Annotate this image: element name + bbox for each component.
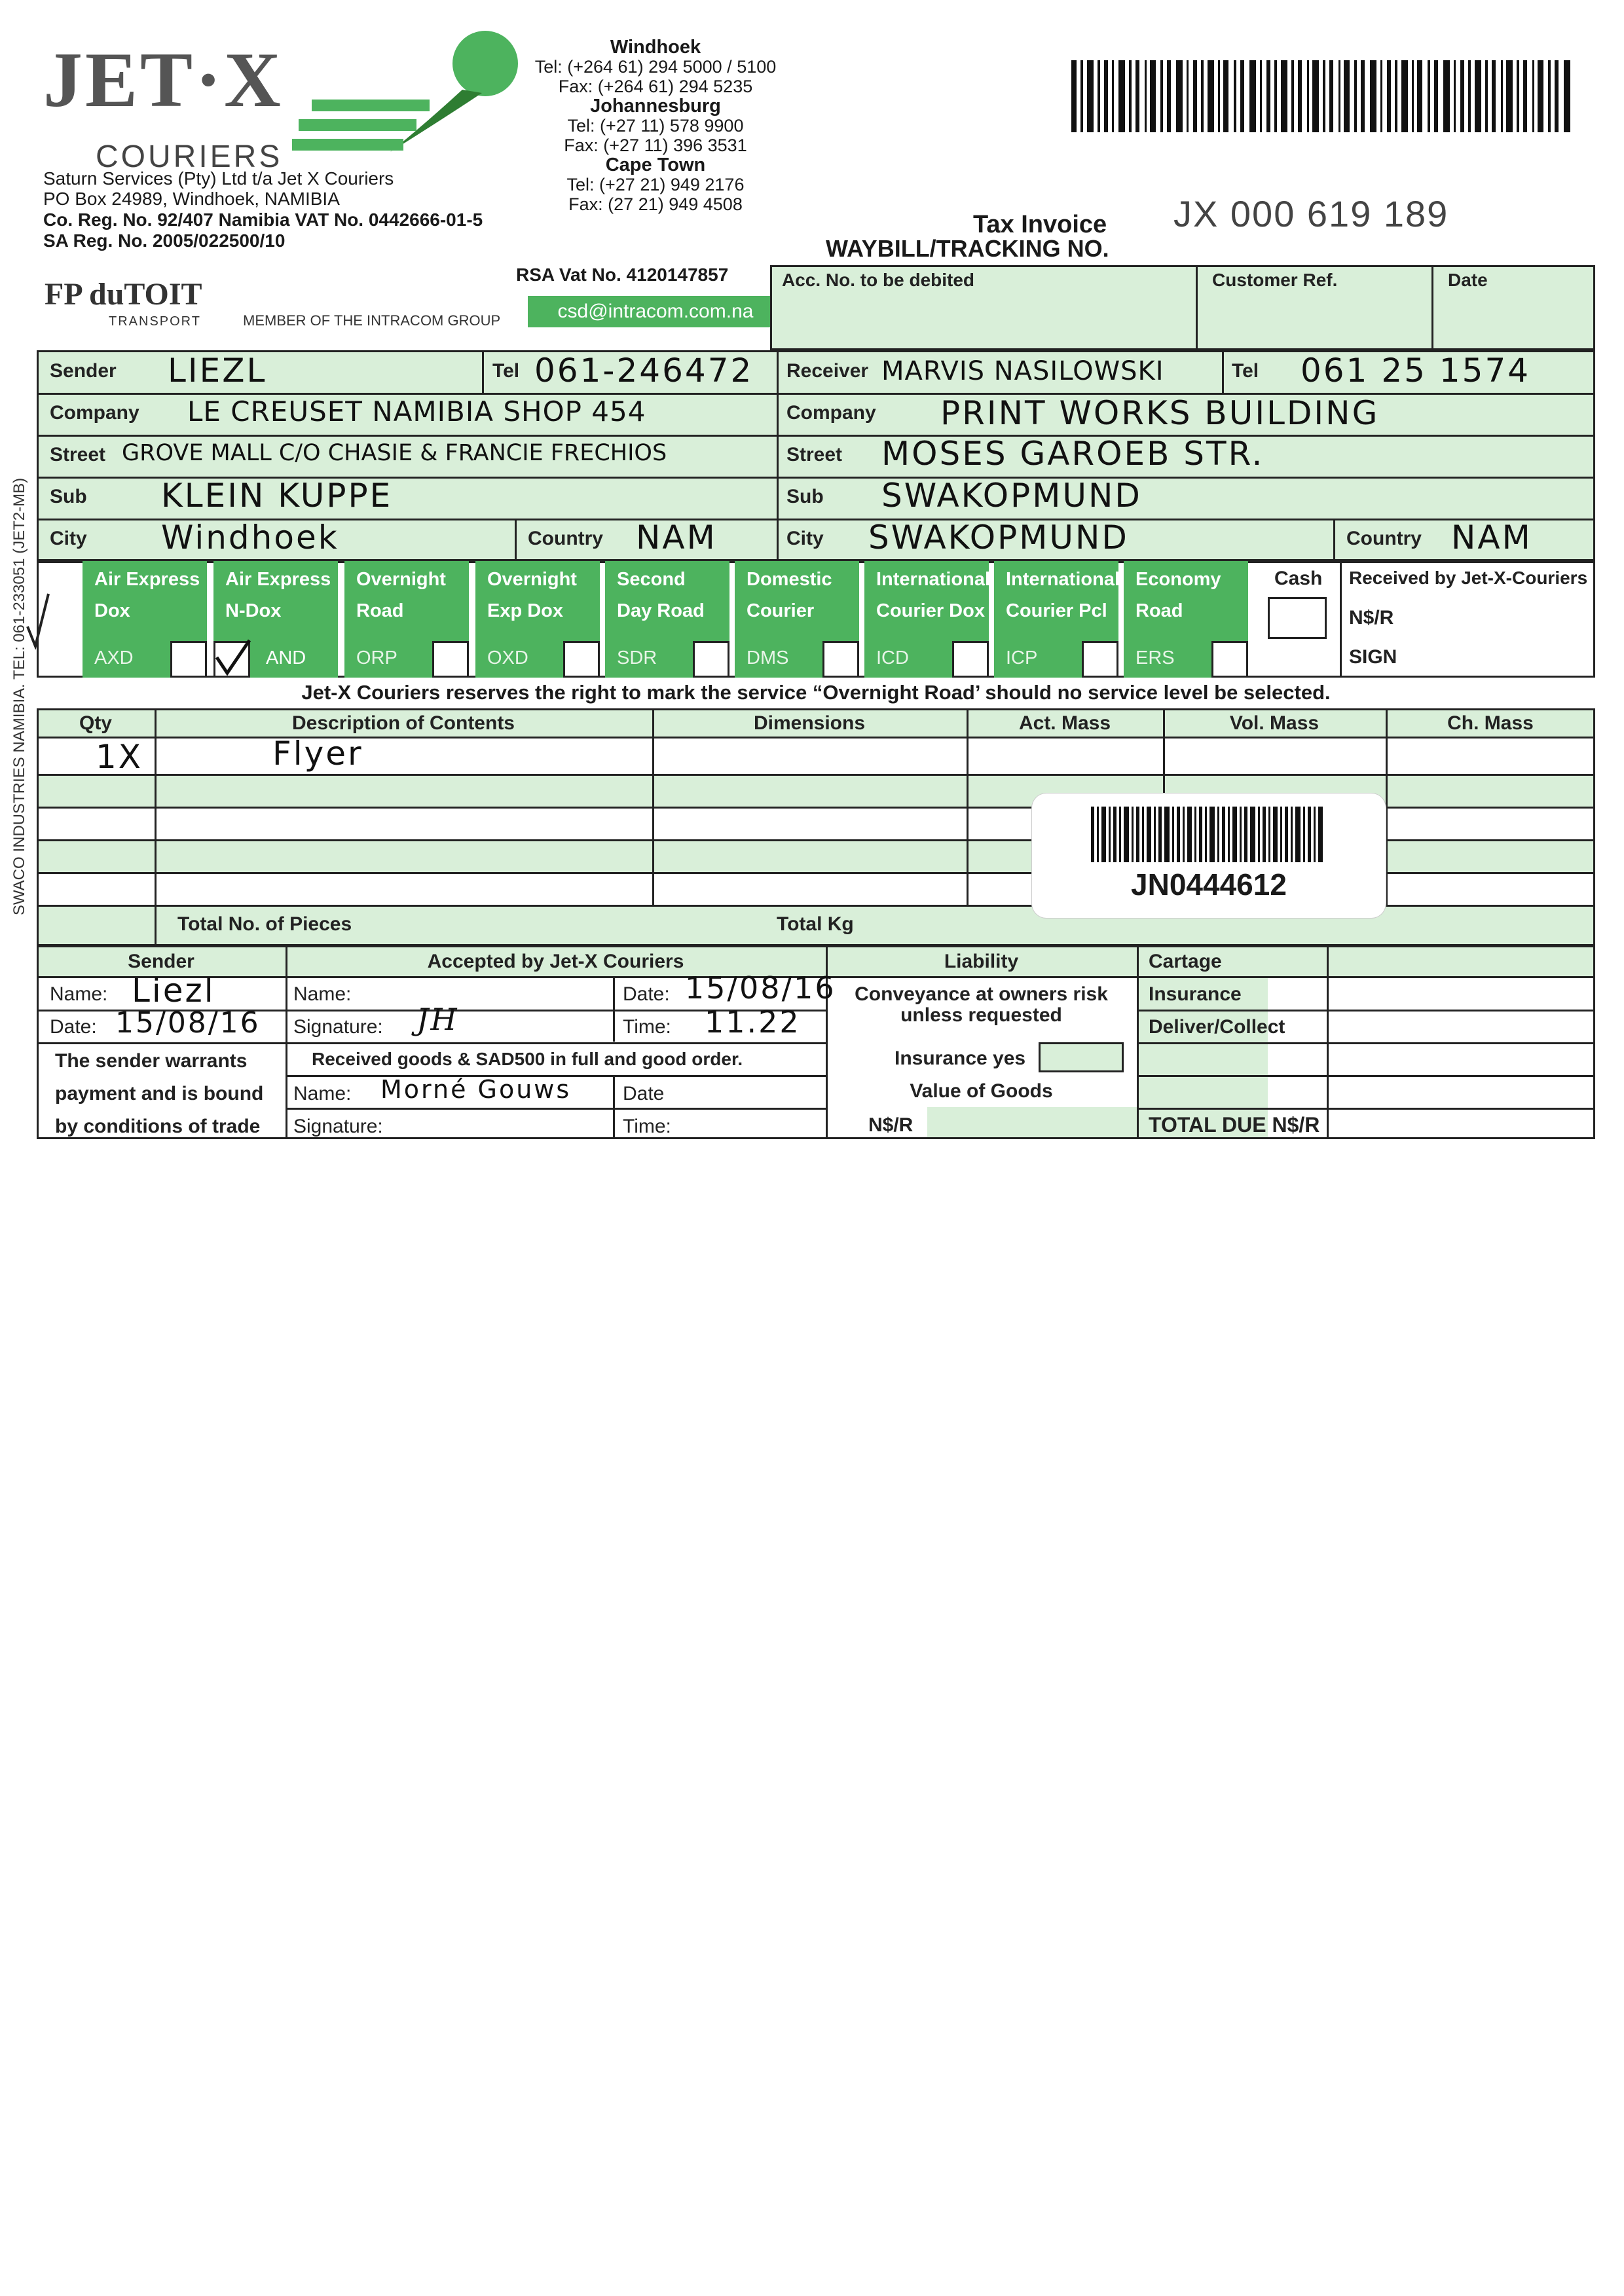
service-second-day-road[interactable]: Second Day Road SDR (605, 561, 729, 678)
total-kg-label: Total Kg (777, 913, 854, 935)
service-air-express-ndox[interactable]: Air Express N-Dox AND (213, 561, 338, 678)
acc-name-label: Name: (293, 983, 352, 1005)
sender-sub: KLEIN KUPPE (161, 477, 393, 515)
col-qty: Qty (79, 712, 112, 734)
accepted-head: Accepted by Jet-X Couriers (427, 951, 684, 972)
service-checkbox[interactable] (693, 641, 729, 678)
receiver-country: NAM (1451, 519, 1532, 556)
acc-time: 11.22 (705, 1004, 801, 1040)
waybill-number: JX 000 619 189 (1173, 193, 1449, 234)
sender-city-label: City (50, 528, 87, 549)
company-legal-1: Saturn Services (Pty) Ltd t/a Jet X Couriers (43, 168, 394, 189)
cartage-head: Cartage (1149, 951, 1222, 972)
check-icon (213, 638, 252, 677)
offices-block (528, 37, 783, 214)
service-overnight-exp-dox[interactable]: Overnight Exp Dox OXD (475, 561, 600, 678)
warrant-1: The sender warrants (55, 1050, 248, 1072)
sticker-code: JN0444612 (1131, 867, 1287, 902)
receiver-sub-label: Sub (786, 486, 824, 507)
service-checkbox[interactable] (1082, 641, 1118, 678)
customer-ref-label: Customer Ref. (1212, 270, 1338, 290)
col-vol-mass: Vol. Mass (1229, 712, 1320, 734)
office-tel: Tel: (+27 21) 949 2176 (566, 175, 745, 194)
sender-sub-label: Sub (50, 486, 87, 507)
service-checkbox[interactable] (952, 641, 989, 678)
email-banner (528, 296, 783, 327)
acc-time-label: Time: (623, 1016, 671, 1038)
bottom-sender-name-label: Name: (50, 983, 108, 1005)
office-tel: Tel: (+27 11) 578 9900 (567, 116, 744, 136)
bottom-sender-head: Sender (128, 951, 194, 972)
sender-label: Sender (50, 360, 117, 382)
receiver-country-label: Country (1346, 528, 1422, 549)
office-fax: Fax: (27 21) 949 4508 (568, 194, 743, 214)
partner-name: FP duTOIT (45, 277, 202, 312)
sender-company-label: Company (50, 402, 139, 424)
service-air-express-dox[interactable]: Air Express Dox AXD (83, 561, 207, 678)
deliver-collect-label: Deliver/Collect (1149, 1016, 1285, 1038)
service-domestic-courier[interactable]: Domestic Courier DMS (735, 561, 859, 678)
logo-sub: COURIERS (96, 139, 283, 174)
service-checkbox[interactable] (432, 641, 469, 678)
sender-country-label: Country (528, 528, 603, 549)
fp-dutoit-logo (45, 276, 202, 312)
recv-name-label: Name: (293, 1083, 352, 1104)
goods-qty: 1X (96, 738, 143, 776)
sticker-barcode-icon (1091, 807, 1327, 862)
sender-company: LE CREUSET NAMIBIA SHOP 454 (187, 395, 646, 428)
acc-sig-label: Signature: (293, 1016, 383, 1038)
service-economy-road[interactable]: Economy Road ERS (1124, 561, 1248, 678)
service-notice: Jet-X Couriers reserves the right to mark the service “Overnight Road’ should no service level be selected. (301, 681, 1331, 704)
receiver-company-label: Company (786, 402, 876, 424)
service-international-courier-dox[interactable]: International Courier Dox ICD (864, 561, 989, 678)
bottom-sender-date: 15/08/16 (115, 1006, 261, 1040)
received-goods: Received goods & SAD500 in full and good order. (312, 1049, 743, 1069)
office-tel: Tel: (+264 61) 294 5000 / 5100 (534, 57, 777, 77)
service-checkbox-checked[interactable] (213, 641, 250, 678)
value-goods: Value of Goods (910, 1080, 1053, 1102)
office-fax: Fax: (+264 61) 294 5235 (558, 77, 753, 96)
total-due-label: TOTAL DUE N$/R (1149, 1113, 1320, 1137)
total-pieces-label: Total No. of Pieces (177, 913, 352, 935)
acc-signature: JH (416, 1002, 459, 1037)
acc-date: 15/08/16 (685, 970, 836, 1006)
sender-street: GROVE MALL C/O CHASIE & FRANCIE FRECHIOS (122, 440, 667, 466)
col-act-mass: Act. Mass (1018, 712, 1111, 734)
acc-no-label: Acc. No. to be debited (782, 270, 975, 290)
waybill-form (24, 14, 1595, 1154)
col-ch-mass: Ch. Mass (1447, 712, 1534, 734)
col-description: Description of Contents (291, 712, 515, 734)
service-checkbox[interactable] (822, 641, 859, 678)
receiver-city-label: City (786, 528, 824, 549)
service-checkbox[interactable] (563, 641, 600, 678)
acc-date-label: Date: (623, 983, 670, 1005)
receiver-sub: SWAKOPMUND (881, 477, 1142, 515)
company-sa-reg: SA Reg. No. 2005/022500/10 (43, 230, 286, 251)
insurance-label: Insurance (1149, 983, 1242, 1005)
warrant-2: payment and is bound (55, 1083, 264, 1104)
office-city: Johannesburg (590, 96, 721, 117)
swoosh-logo-icon (292, 27, 528, 165)
side-print-text: SWACO INDUSTRIES NAMIBIA. TEL: 061-233051 (JET2-MB) (10, 477, 28, 916)
sender-country: NAM (636, 519, 717, 556)
sender-name: LIEZL (168, 352, 267, 390)
cash-label: Cash (1274, 568, 1323, 589)
recv-date-label: Date (623, 1083, 665, 1104)
receiver-tel-label: Tel (1232, 360, 1259, 382)
warrant-3: by conditions of trade (55, 1116, 261, 1137)
receiver-city: SWAKOPMUND (868, 519, 1129, 556)
service-checkbox[interactable] (1211, 641, 1248, 678)
liability-nsr: N$/R (868, 1114, 913, 1136)
company-reg: Co. Reg. No. 92/407 Namibia VAT No. 0442666-01-5 (43, 210, 483, 230)
recv-time-label: Time: (623, 1116, 671, 1137)
waybill-label: WAYBILL/TRACKING NO. (826, 235, 1109, 262)
email-text: csd@intracom.com.na (557, 301, 754, 322)
intracom-member: MEMBER OF THE INTRACOM GROUP (243, 312, 501, 329)
sender-tel-label: Tel (492, 360, 520, 382)
service-international-courier-pcl[interactable]: International Courier Pcl ICP (994, 561, 1118, 678)
office-city: Windhoek (610, 37, 701, 58)
bottom-sender-name: Liezl (132, 972, 215, 1010)
sender-street-label: Street (50, 444, 106, 465)
office-city: Cape Town (605, 155, 706, 175)
service-overnight-road[interactable]: Overnight Road ORP (344, 561, 469, 678)
received-by-label: Received by Jet-X-Couriers (1349, 568, 1588, 588)
col-dimensions: Dimensions (753, 712, 866, 734)
nsr-label: N$/R (1349, 607, 1394, 629)
tax-invoice-label: Tax Invoice (973, 211, 1107, 238)
company-legal-2: PO Box 24989, Windhoek, NAMIBIA (43, 189, 340, 209)
sender-tel: 061-246472 (534, 352, 754, 390)
tracking-sticker (1032, 793, 1386, 918)
conveyance-2: unless requested (900, 1004, 1062, 1026)
receiver-street: MOSES GAROEB STR. (881, 435, 1264, 473)
date-label: Date (1448, 270, 1488, 290)
jetx-logo (43, 36, 410, 174)
bottom-sender-date-label: Date: (50, 1016, 97, 1038)
conveyance-1: Conveyance at owners risk (855, 983, 1108, 1005)
goods-description: Flyer (272, 735, 363, 773)
office-fax: Fax: (+27 11) 396 3531 (564, 136, 747, 155)
recv-sig-label: Signature: (293, 1116, 383, 1137)
partner-sub: TRANSPORT (109, 314, 201, 329)
receiver-name: MARVIS NASILOWSKI (881, 356, 1164, 386)
receiver-street-label: Street (786, 444, 843, 465)
sender-city: Windhoek (161, 519, 339, 556)
receiver-company: PRINT WORKS BUILDING (940, 394, 1380, 432)
cash-checkbox[interactable] (1268, 597, 1327, 639)
receiver-label: Receiver (786, 360, 869, 382)
liability-head: Liability (944, 951, 1019, 972)
service-checkbox[interactable] (170, 641, 207, 678)
insurance-yes: Insurance yes (895, 1048, 1026, 1069)
recv-name: Morné Gouws (380, 1075, 572, 1104)
sign-label: SIGN (1349, 646, 1397, 668)
rsa-vat: RSA Vat No. 4120147857 (516, 264, 729, 285)
tick-icon (25, 591, 51, 649)
barcode-icon (1071, 60, 1576, 132)
logo-word: JET·X (43, 36, 284, 123)
receiver-tel: 061 25 1574 (1301, 352, 1531, 390)
